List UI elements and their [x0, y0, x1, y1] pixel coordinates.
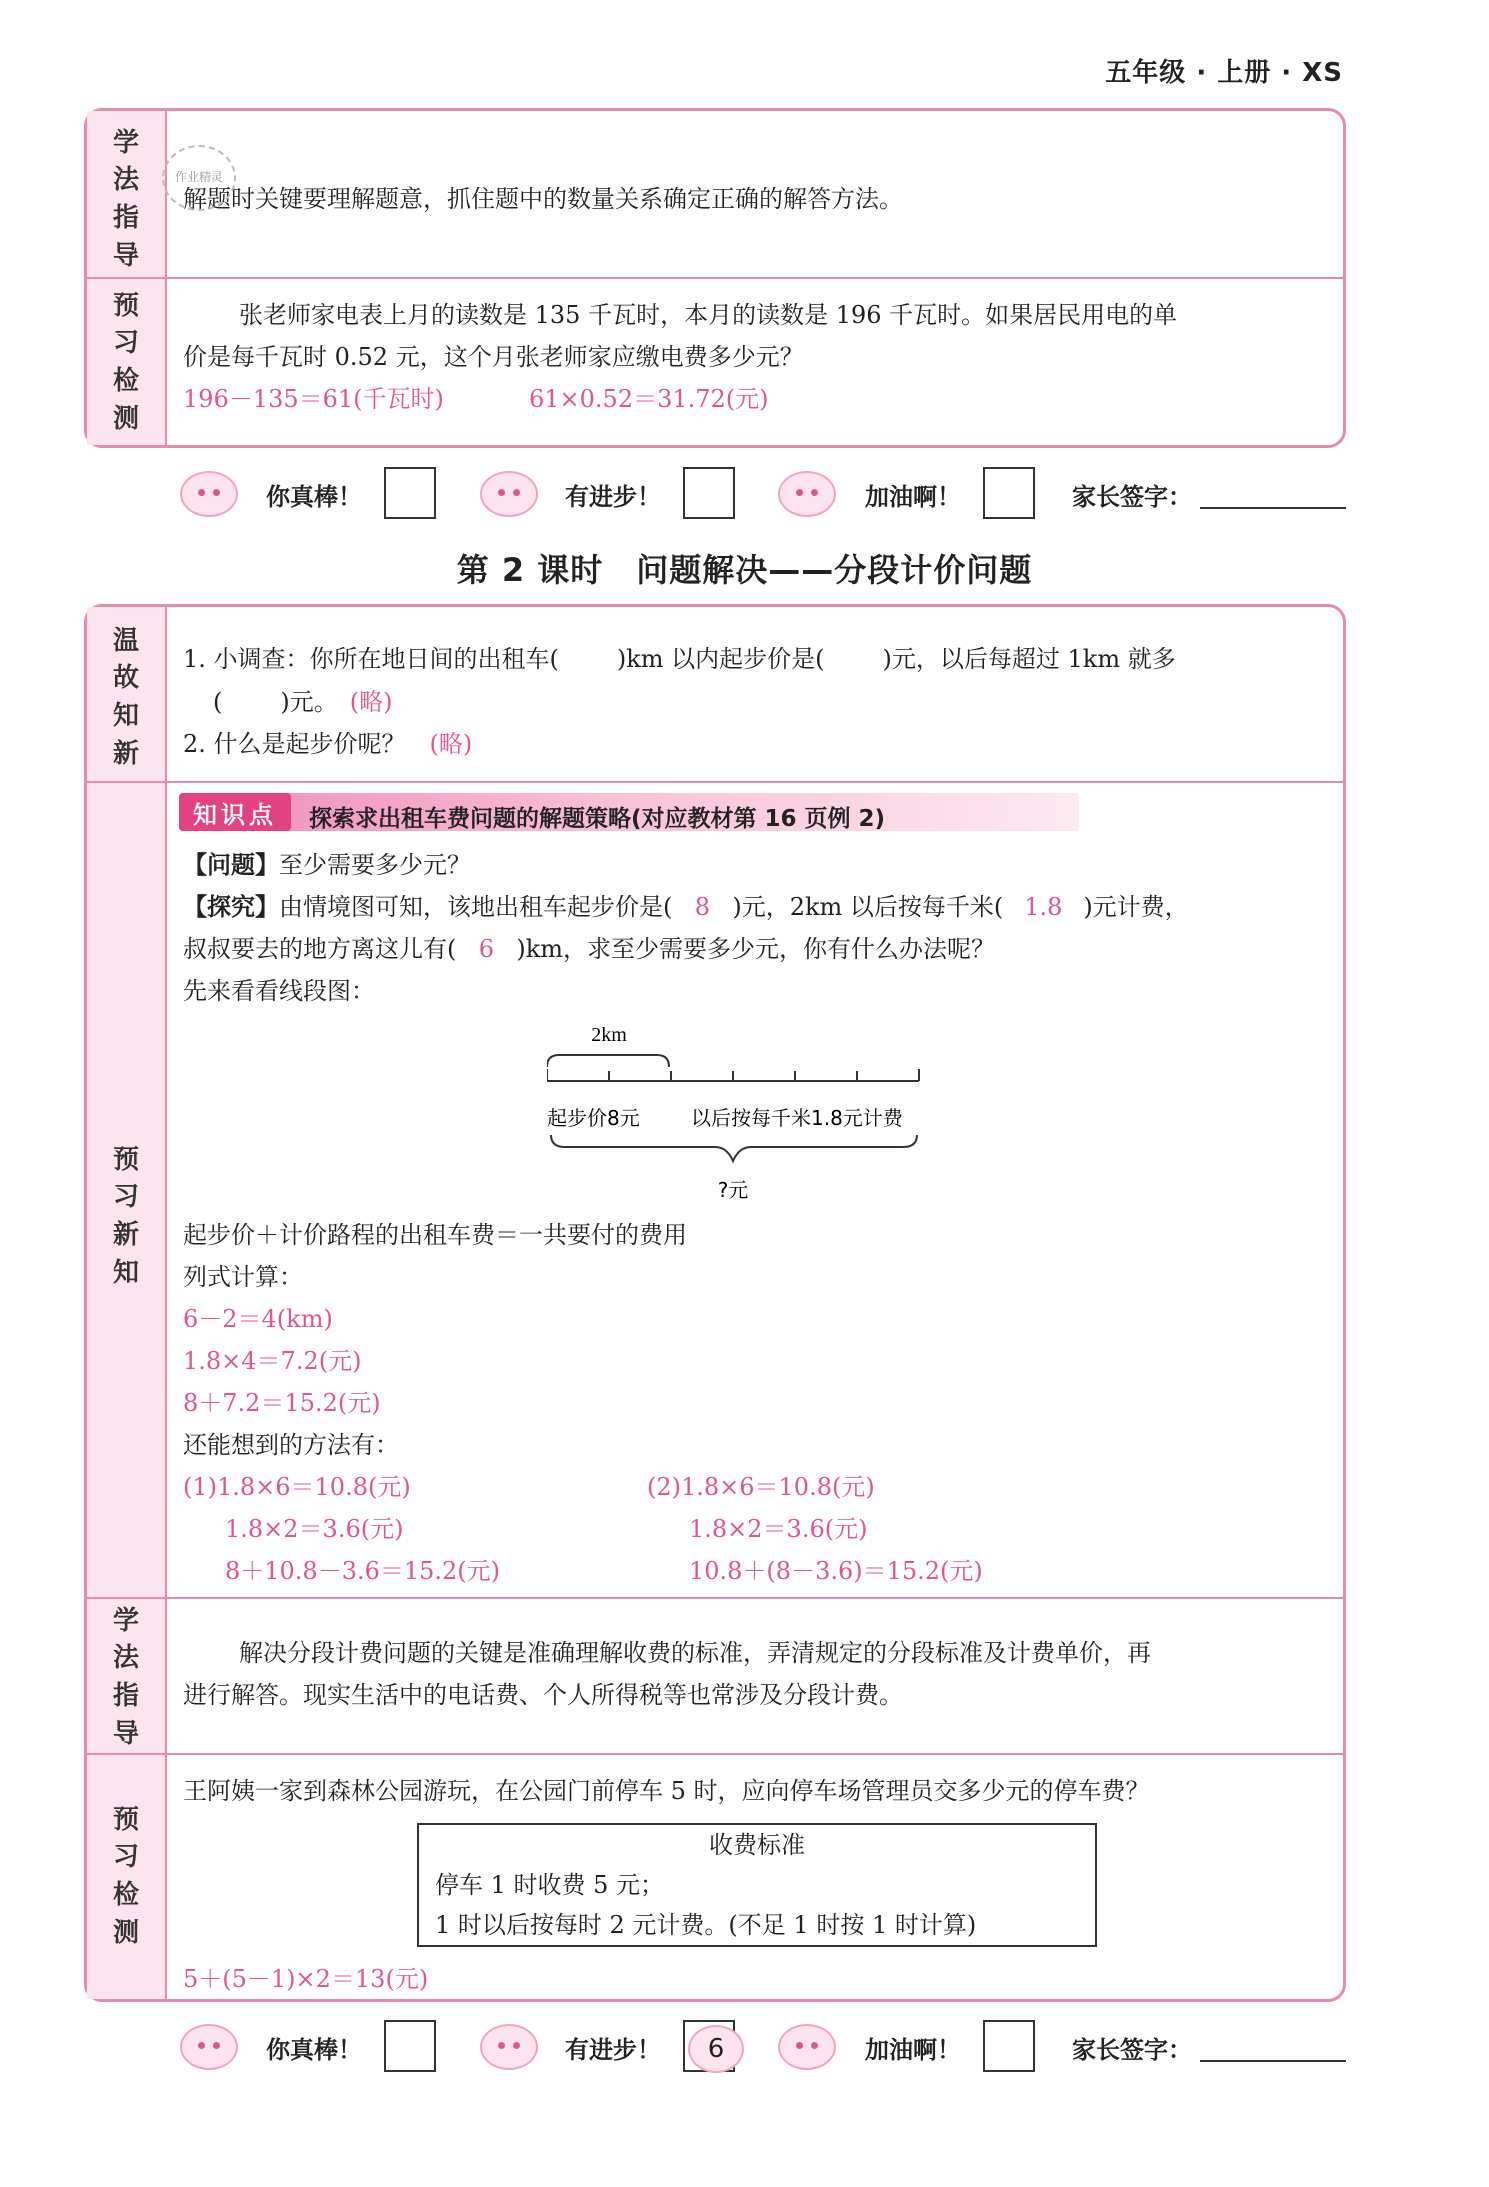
check-question: 王阿姨一家到森林公园游玩，在公园门前停车 5 时，应向停车场管理员交多少元的停车费？	[183, 1777, 1150, 1805]
rating-row-2	[180, 2020, 1350, 2080]
cheer-label: 加油啊！	[865, 483, 961, 511]
peace-face-icon	[480, 2024, 538, 2070]
cheer-checkbox[interactable]	[983, 2020, 1035, 2072]
review-label: 温 故 知 新	[112, 625, 139, 769]
line-segment-diagram	[547, 1007, 1007, 1207]
page-number: 6	[688, 2025, 744, 2073]
new-knowledge-label: 预 习 新 知	[112, 1144, 139, 1288]
rating-row-1	[180, 467, 1350, 527]
main-box	[84, 604, 1346, 2002]
divider	[87, 277, 1343, 279]
method-text: 解题时关键要理解题意，抓住题中的数量关系确定正确的解答方法。	[183, 185, 903, 213]
fee-standard-box	[417, 1823, 1097, 1947]
cheer-face-icon	[778, 2024, 836, 2070]
knowledge-point-bar	[179, 793, 1079, 831]
great-checkbox[interactable]	[384, 467, 436, 519]
check-answer-1: 196－135＝61(千瓦时)	[183, 385, 444, 413]
cheer-checkbox[interactable]	[983, 467, 1035, 519]
calc-step-1: 6－2＝4(km)	[183, 1305, 333, 1333]
divider	[87, 781, 1343, 783]
other-methods-label: 还能想到的方法有：	[183, 1431, 399, 1459]
cheer-face-icon	[778, 471, 836, 517]
check-answer-2: 61×0.52＝31.72(元)	[529, 385, 769, 413]
problem-line: 【问题】至少需要多少元？	[183, 850, 471, 879]
fee-line-1: 停车 1 时收费 5 元；	[435, 1871, 665, 1899]
look-diagram-text: 先来看看线段图：	[183, 977, 375, 1005]
method-guide-label-2: 学 法 指 导	[112, 1605, 139, 1749]
top-box	[84, 108, 1346, 448]
method2-step3: 10.8＋(8－3.6)＝15.2(元)	[689, 1557, 983, 1585]
calc-label: 列式计算：	[183, 1263, 303, 1291]
diagram-bottom-label: ?元	[717, 1178, 749, 1202]
method2-step2: 1.8×2＝3.6(元)	[689, 1515, 868, 1543]
diagram-right-label: 以后按每千米1.8元计费	[691, 1106, 903, 1130]
great-label: 你真棒！	[266, 2036, 362, 2064]
fee-title: 收费标准	[709, 1831, 805, 1859]
peace-face-icon	[480, 471, 538, 517]
divider	[87, 1597, 1343, 1599]
method1-step3: 8＋10.8－3.6＝15.2(元)	[225, 1557, 501, 1585]
formula-text: 起步价＋计价路程的出租车费＝一共要付的费用	[183, 1221, 687, 1249]
review-q2: 2. 什么是起步价呢？ (略)	[183, 730, 473, 758]
progress-label: 有进步！	[565, 2036, 661, 2064]
method1-step1: (1)1.8×6＝10.8(元)	[183, 1473, 411, 1501]
parent-sign-line[interactable]	[1200, 2060, 1346, 2062]
diagram-top-label: 2km	[591, 1024, 627, 1046]
fee-line-2: 1 时以后按每时 2 元计费。(不足 1 时按 1 时计算)	[435, 1911, 977, 1939]
top-brace	[547, 1055, 669, 1067]
progress-label: 有进步！	[565, 483, 661, 511]
parent-sign-label: 家长签字：	[1072, 2036, 1192, 2064]
review-q1-line2: ( )元。 (略)	[213, 688, 393, 716]
diagram-left-label: 起步价8元	[547, 1106, 640, 1130]
preview-check-label: 预 习 检 测	[112, 290, 139, 434]
check-question-line2: 价是每千瓦时 0.52 元，这个月张老师家应缴电费多少元？	[183, 343, 804, 371]
progress-checkbox[interactable]	[683, 467, 735, 519]
parent-sign-line[interactable]	[1200, 507, 1346, 509]
check-answer: 5＋(5－1)×2＝13(元)	[183, 1965, 429, 1993]
smile-face-icon	[180, 471, 238, 517]
method-text-line2: 进行解答。现实生活中的电话费、个人所得税等也常涉及分段计费。	[183, 1681, 903, 1709]
check-question-line1: 张老师家电表上月的读数是 135 千瓦时，本月的读数是 196 千瓦时。如果居民用电的单	[239, 301, 1178, 329]
calc-step-2: 1.8×4＝7.2(元)	[183, 1347, 362, 1375]
check-section	[87, 1753, 1349, 2003]
tick-marks	[547, 1069, 919, 1081]
method-guide-label: 学 法 指 导	[112, 127, 139, 271]
great-label: 你真棒！	[266, 483, 362, 511]
method2-step1: (2)1.8×6＝10.8(元)	[647, 1473, 875, 1501]
calc-step-3: 8＋7.2＝15.2(元)	[183, 1389, 381, 1417]
parent-sign-label: 家长签字：	[1072, 483, 1192, 511]
knowledge-point-title: 探索求出租车费问题的解题策略(对应教材第 16 页例 2)	[309, 806, 886, 832]
grade-header: 五年级 · 上册 · XS	[1105, 58, 1343, 88]
review-q1-line1: 1. 小调查：你所在地日间的出租车( )km 以内起步价是( )元，以后每超过 1km 就多	[183, 645, 1176, 673]
preview-check-label-2: 预 习 检 测	[112, 1804, 139, 1948]
lesson-title: 第 2 课时 问题解决——分段计价问题	[456, 551, 1033, 589]
method-text-line1: 解决分段计费问题的关键是准确理解收费的标准，弄清规定的分段标准及计费单价，再	[239, 1639, 1151, 1667]
method-stamp: 作业精灵	[162, 145, 236, 211]
bottom-brace	[551, 1135, 917, 1161]
smile-face-icon	[180, 2024, 238, 2070]
knowledge-point-badge: 知识点	[179, 793, 291, 831]
great-checkbox[interactable]	[384, 2020, 436, 2072]
method1-step2: 1.8×2＝3.6(元)	[225, 1515, 404, 1543]
cheer-label: 加油啊！	[865, 2036, 961, 2064]
knowledge-point-row	[87, 785, 1349, 839]
explore-line1: 【探究】由情境图可知，该地出租车起步价是( 8 )元，2km 以后按每千米( 1.8 )元计费，	[183, 892, 1189, 921]
explore-line2: 叔叔要去的地方离这儿有( 6 )km，求至少需要多少元，你有什么办法呢？	[183, 935, 996, 963]
